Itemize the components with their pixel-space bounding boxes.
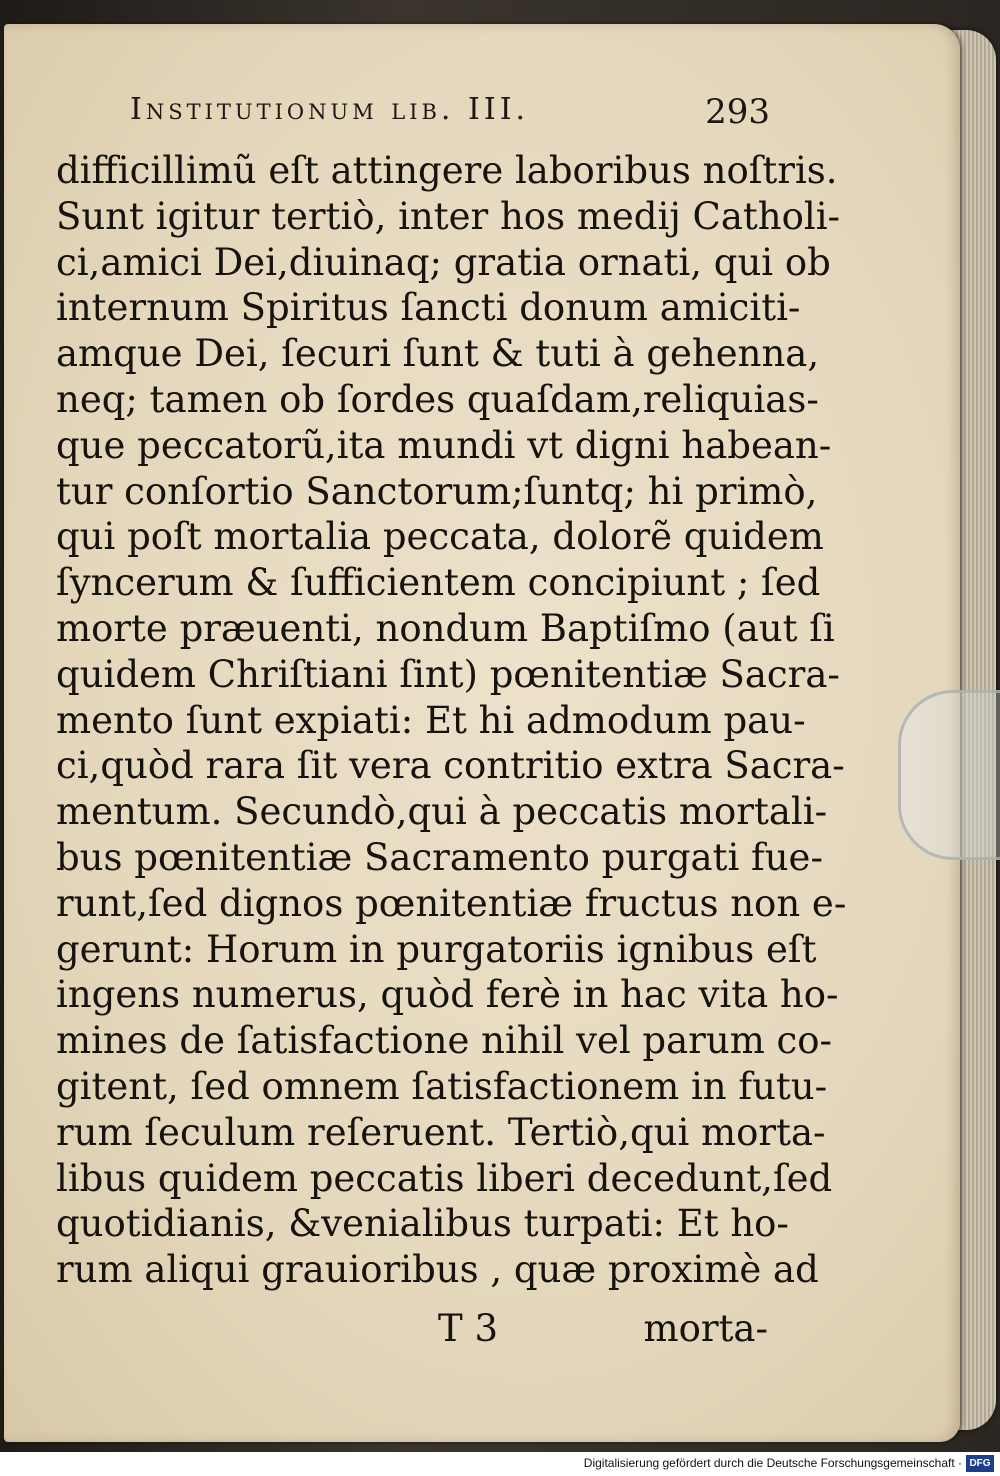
text-line: difficillimũ eſt attingere laboribus noſtris. [56,149,838,192]
page-header [130,92,770,142]
text-line: neq; tamen ob ſordes quaſdam,reliquias- [56,377,819,421]
text-line: qui poſt mortalia peccata, dolorẽ quidem [56,515,824,559]
text-line: ci,amici Dei,diuinaq; gratia ornati, qui ob [56,240,831,284]
page-clip [898,690,1000,860]
text-line: ſyncerum & ſufficientem concipiunt ; ſed [56,561,821,605]
text-line: gerunt: Horum in purgatoriis ignibus eſt [56,927,817,971]
text-line: mines de ſatisfactione nihil vel parum co- [56,1019,833,1063]
text-line: rum ſeculum reſeruent. Tertiò,qui morta- [56,1110,826,1154]
signature-mark: T 3 [438,1307,498,1350]
credit-text: Digitalisierung gefördert durch die Deutsche Forschungsgemeinschaft · [583,1456,962,1470]
text-line: ingens numerus, quòd ferè in hac vita ho- [56,973,839,1017]
running-head: Institutionum lib. III. [130,92,530,127]
body-text [56,148,847,1293]
text-line: amque Dei, ſecuri ſunt & tuti à gehenna, [56,332,820,376]
text-line: mentum. Secundò,qui à peccatis mortali- [56,790,828,834]
text-line: libus quidem peccatis liberi decedunt,ſed [56,1156,833,1200]
text-line: rum aliqui grauioribus , quæ proximè ad [56,1248,819,1292]
text-line: tur conſortio Sanctorum;ſuntq; hi primò, [56,469,818,513]
text-line: Sunt igitur tertiò, inter hos medij Catholi- [56,194,841,238]
text-line: internum Spiritus ſancti donum amiciti- [56,286,801,330]
text-line: mento ſunt expiati: Et hi admodum pau- [56,698,806,742]
text-line: runt,ſed dignos pœnitentiæ fructus non e- [56,881,847,925]
text-line: gitent, ſed omnem ſatisfactionem in futu- [56,1064,828,1108]
text-line: bus pœnitentiæ Sacramento purgati fue- [56,835,823,879]
text-line: que peccatorũ,ita mundi vt digni habean- [56,423,832,467]
dfg-logo: DFG [966,1455,994,1472]
credit-bar [0,1452,1000,1476]
catchword: morta- [643,1307,768,1350]
catchline [56,1306,768,1352]
text-line: quidem Chriſtiani ſint) pœnitentiæ Sacra- [56,652,840,696]
text-line: morte præuenti, nondum Baptiſmo (aut ſi [56,606,835,650]
text-line: quotidianis, &venialibus turpati: Et ho- [56,1202,789,1246]
text-line: ci,quòd rara ſit vera contritio extra Sacra- [56,744,845,788]
page-number: 293 [705,92,770,132]
